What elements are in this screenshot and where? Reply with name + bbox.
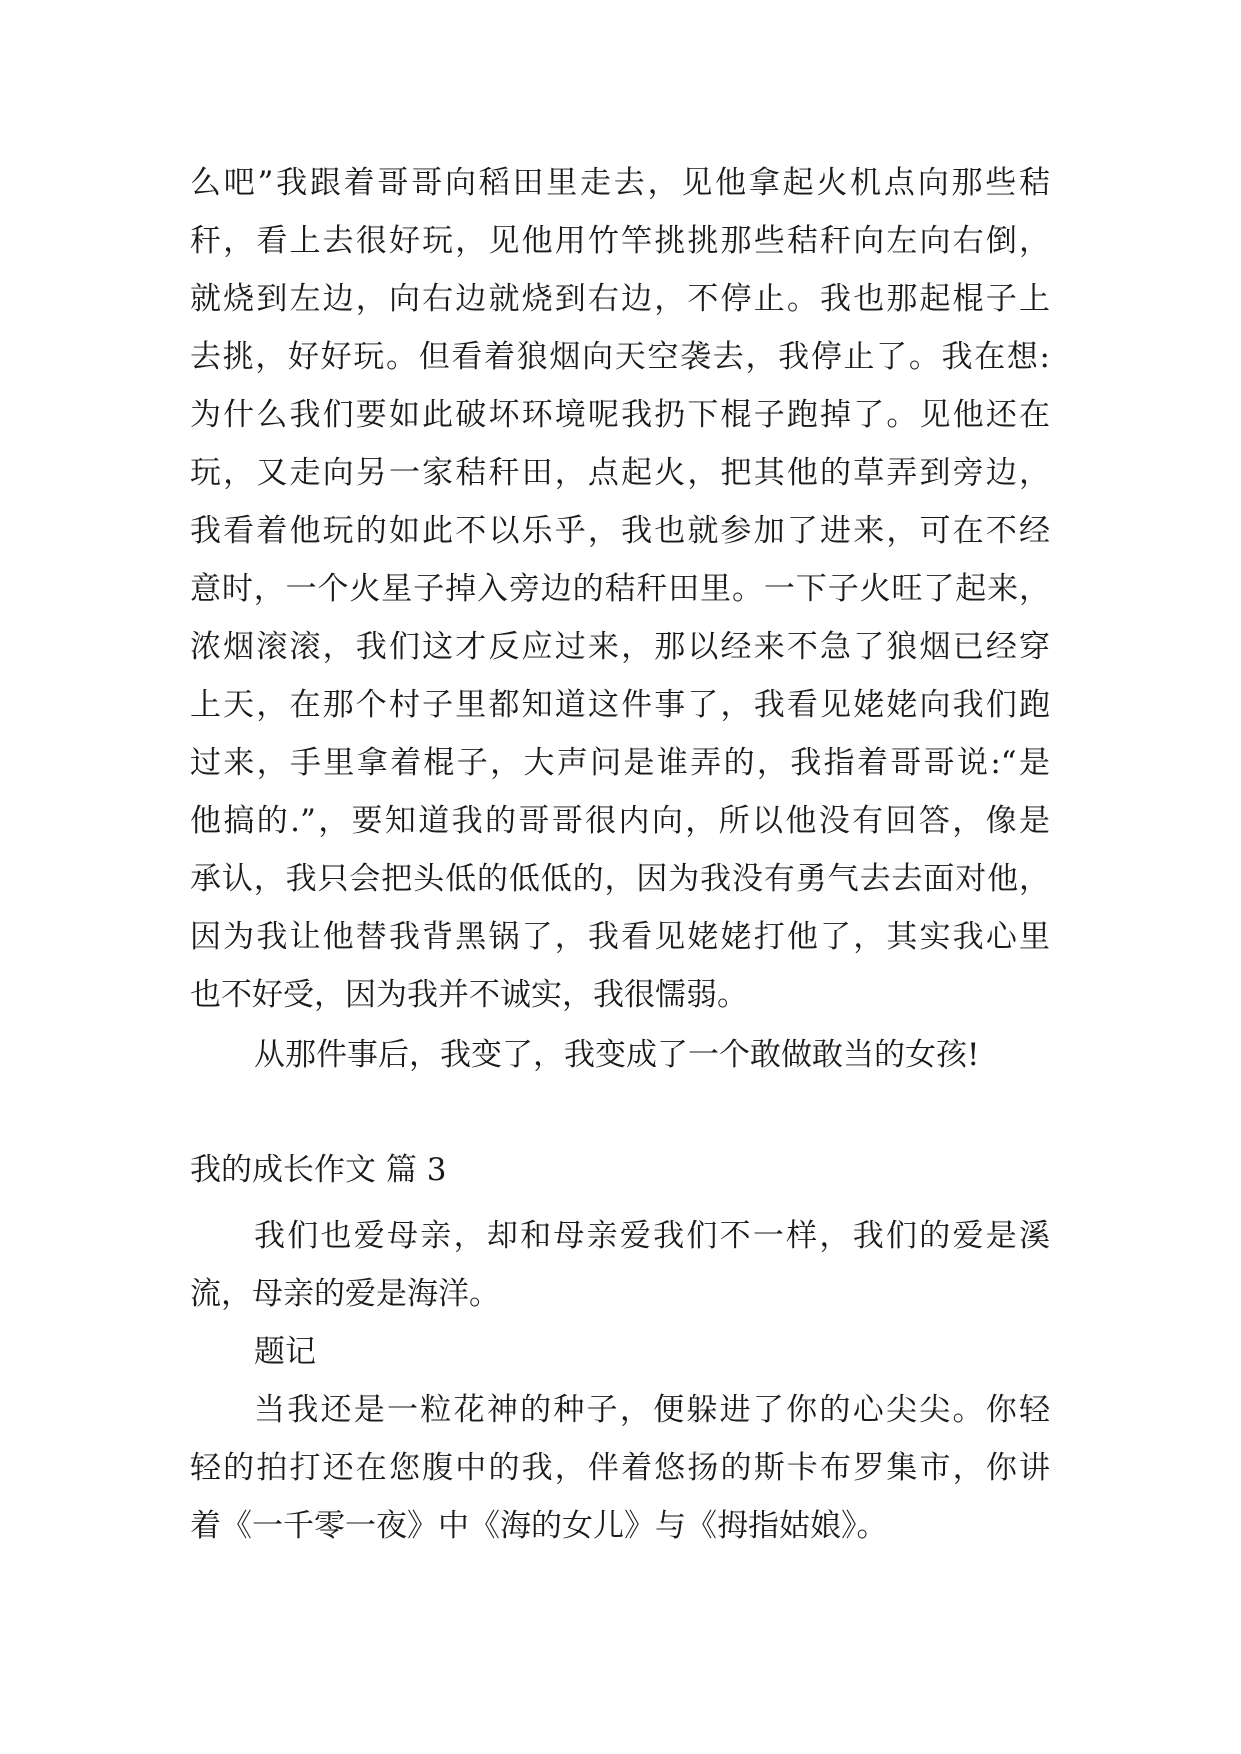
text-line: 我们也爱母亲，却和母亲爱我们不一样，我们的爱是溪: [254, 1218, 1050, 1254]
closing-line: 从那件事后，我变了，我变成了一个敢做敢当的女孩!: [254, 1037, 980, 1073]
text-line: 去挑，好好玩。但看着狼烟向天空袭去，我停止了。我在想:: [190, 339, 1050, 375]
text-line: 着《一千零一夜》中《海的女儿》与《拇指姑娘》。: [190, 1508, 888, 1544]
text-line: 上天，在那个村子里都知道这件事了，我看见姥姥向我们跑: [190, 687, 1050, 723]
text-line: 流，母亲的爱是海洋。: [190, 1276, 500, 1312]
text-line: 玩，又走向另一家秸秆田，点起火，把其他的草弄到旁边，: [190, 455, 1050, 491]
text-line: 因为我让他替我背黑锅了，我看见姥姥打他了，其实我心里: [190, 919, 1050, 955]
text-line: 意时，一个火星子掉入旁边的秸秆田里。一下子火旺了起来，: [190, 571, 1050, 607]
text-line: 轻的拍打还在您腹中的我，伴着悠扬的斯卡布罗集市，你讲: [190, 1450, 1050, 1486]
text-line: 他搞的.”，要知道我的哥哥很内向，所以他没有回答，像是: [190, 803, 1050, 839]
section-heading: 我的成长作文 篇 3: [190, 1152, 447, 1188]
text-line: 也不好受，因为我并不诚实，我很懦弱。: [190, 977, 748, 1013]
text-line: 过来，手里拿着棍子，大声问是谁弄的，我指着哥哥说:“是: [190, 745, 1050, 781]
text-line: 承认，我只会把头低的低低的，因为我没有勇气去去面对他，: [190, 861, 1050, 897]
text-line: 浓烟滚滚，我们这才反应过来，那以经来不急了狼烟已经穿: [190, 629, 1050, 665]
text-line: 就烧到左边，向右边就烧到右边，不停止。我也那起棍子上: [190, 281, 1050, 317]
text-line: 秆，看上去很好玩，见他用竹竿挑挑那些秸秆向左向右倒，: [190, 223, 1050, 259]
inscription: 题记: [254, 1334, 316, 1370]
text-line: 当我还是一粒花神的种子，便躲进了你的心尖尖。你轻: [254, 1392, 1050, 1428]
text-line: 为什么我们要如此破坏环境呢我扔下棍子跑掉了。见他还在: [190, 397, 1050, 433]
text-line: 我看着他玩的如此不以乐乎，我也就参加了进来，可在不经: [190, 513, 1050, 549]
text-line: 么吧”我跟着哥哥向稻田里走去，见他拿起火机点向那些秸: [190, 165, 1050, 201]
